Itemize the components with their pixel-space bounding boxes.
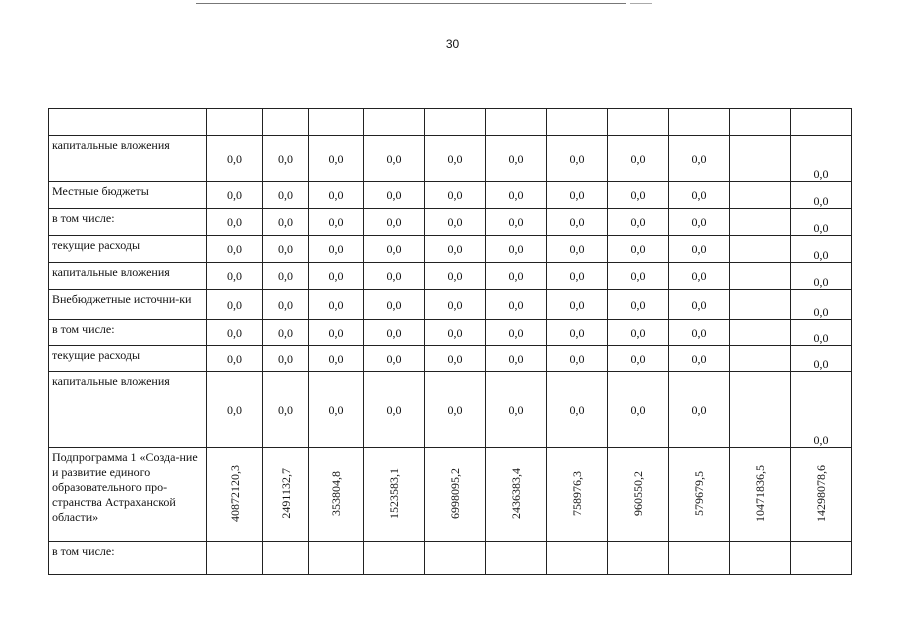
table-row <box>49 209 852 236</box>
value-cell: 0,0 <box>425 290 486 320</box>
value-cell: 0,0 <box>263 290 309 320</box>
value-cell <box>730 372 791 448</box>
value-cell: 0,0 <box>547 182 608 209</box>
value-cell: 0,0 <box>263 136 309 182</box>
subprogram-value-cell <box>608 448 669 542</box>
value-cell: 0,0 <box>207 209 263 236</box>
row-label: капитальные вложения <box>49 136 207 182</box>
value-cell: 0,0 <box>669 320 730 346</box>
value-cell: 0,0 <box>263 320 309 346</box>
table-row <box>49 320 852 346</box>
header-row <box>49 109 852 136</box>
value-cell <box>730 182 791 209</box>
value-cell <box>730 136 791 182</box>
value-cell: 0,0 <box>547 290 608 320</box>
value-cell: 0,0 <box>263 346 309 372</box>
value-cell: 0,0 <box>425 209 486 236</box>
value-cell: 0,0 <box>263 236 309 263</box>
header-cell <box>309 109 364 136</box>
value-cell: 0,0 <box>547 263 608 290</box>
value-cell: 0,0 <box>425 182 486 209</box>
value-cell: 0,0 <box>791 182 852 209</box>
value-cell: 0,0 <box>207 290 263 320</box>
table-row <box>49 263 852 290</box>
empty-cell <box>263 542 309 575</box>
value-cell: 0,0 <box>309 263 364 290</box>
row-label: в том числе: <box>49 320 207 346</box>
row-label: Внебюджетные источни-ки <box>49 290 207 320</box>
value-cell: 0,0 <box>608 263 669 290</box>
value-cell: 0,0 <box>425 346 486 372</box>
header-cell <box>547 109 608 136</box>
value-cell <box>730 263 791 290</box>
value-cell: 0,0 <box>791 236 852 263</box>
value-cell <box>730 209 791 236</box>
empty-cell <box>425 542 486 575</box>
value-cell: 0,0 <box>486 372 547 448</box>
subprogram-value-cell <box>730 448 791 542</box>
header-cell <box>263 109 309 136</box>
subprogram-value-cell <box>263 448 309 542</box>
vertical-value: 10471836,5 <box>753 464 767 522</box>
value-cell: 0,0 <box>309 290 364 320</box>
value-cell: 0,0 <box>791 346 852 372</box>
value-cell: 0,0 <box>263 209 309 236</box>
value-cell: 0,0 <box>309 236 364 263</box>
value-cell: 0,0 <box>791 263 852 290</box>
value-cell <box>730 320 791 346</box>
value-cell: 0,0 <box>425 372 486 448</box>
value-cell: 0,0 <box>207 346 263 372</box>
value-cell: 0,0 <box>309 136 364 182</box>
value-cell: 0,0 <box>608 320 669 346</box>
empty-cell <box>547 542 608 575</box>
value-cell: 0,0 <box>309 209 364 236</box>
value-cell: 0,0 <box>263 372 309 448</box>
vertical-value: 353804,8 <box>329 470 343 516</box>
value-cell: 0,0 <box>608 290 669 320</box>
value-cell: 0,0 <box>547 372 608 448</box>
header-cell <box>425 109 486 136</box>
value-cell: 0,0 <box>547 320 608 346</box>
value-cell: 0,0 <box>608 182 669 209</box>
value-cell: 0,0 <box>791 290 852 320</box>
subprogram-row <box>49 448 852 542</box>
value-cell: 0,0 <box>547 209 608 236</box>
subprogram-label: Подпрограмма 1 «Созда-ние и развитие единого образовательного про-странства Астраханской области» <box>49 448 207 542</box>
value-cell: 0,0 <box>309 346 364 372</box>
row-label: текущие расходы <box>49 236 207 263</box>
value-cell: 0,0 <box>364 182 425 209</box>
value-cell: 0,0 <box>608 372 669 448</box>
value-cell <box>730 346 791 372</box>
header-cell <box>364 109 425 136</box>
empty-cell <box>730 542 791 575</box>
value-cell: 0,0 <box>364 263 425 290</box>
value-cell: 0,0 <box>608 209 669 236</box>
header-cell <box>207 109 263 136</box>
value-cell: 0,0 <box>207 320 263 346</box>
vertical-value: 40872120,3 <box>227 464 242 522</box>
header-cell <box>791 109 852 136</box>
empty-cell <box>207 542 263 575</box>
value-cell: 0,0 <box>309 320 364 346</box>
value-cell: 0,0 <box>486 209 547 236</box>
value-cell: 0,0 <box>486 236 547 263</box>
subprogram-value-cell <box>364 448 425 542</box>
value-cell: 0,0 <box>263 263 309 290</box>
table-row <box>49 542 852 575</box>
vertical-value: 2436383,4 <box>509 467 523 519</box>
value-cell: 0,0 <box>608 236 669 263</box>
table-row <box>49 182 852 209</box>
header-cell <box>669 109 730 136</box>
value-cell: 0,0 <box>486 346 547 372</box>
value-cell: 0,0 <box>364 209 425 236</box>
value-cell: 0,0 <box>425 236 486 263</box>
value-cell: 0,0 <box>669 136 730 182</box>
subprogram-value-cell <box>309 448 364 542</box>
value-cell: 0,0 <box>486 182 547 209</box>
value-cell: 0,0 <box>486 136 547 182</box>
value-cell: 0,0 <box>425 136 486 182</box>
value-cell: 0,0 <box>547 346 608 372</box>
vertical-value: 960550,2 <box>631 470 645 516</box>
value-cell: 0,0 <box>207 236 263 263</box>
value-cell: 0,0 <box>364 290 425 320</box>
header-cell <box>608 109 669 136</box>
subprogram-value-cell <box>547 448 608 542</box>
vertical-value: 14298078,6 <box>814 464 828 522</box>
value-cell: 0,0 <box>486 320 547 346</box>
subprogram-value-cell <box>791 448 852 542</box>
value-cell: 0,0 <box>364 372 425 448</box>
value-cell: 0,0 <box>669 372 730 448</box>
vertical-value: 579679,5 <box>692 470 706 516</box>
vertical-value: 1523583,1 <box>387 467 401 519</box>
budget-table <box>48 108 852 575</box>
value-cell <box>730 236 791 263</box>
value-cell: 0,0 <box>309 372 364 448</box>
header-cell <box>49 109 207 136</box>
table-row <box>49 290 852 320</box>
value-cell: 0,0 <box>486 263 547 290</box>
value-cell: 0,0 <box>364 236 425 263</box>
header-cell <box>486 109 547 136</box>
vertical-value: 758976,3 <box>570 470 584 516</box>
top-rule <box>196 3 626 4</box>
value-cell: 0,0 <box>207 263 263 290</box>
value-cell: 0,0 <box>547 236 608 263</box>
value-cell: 0,0 <box>309 182 364 209</box>
top-rule-fragment <box>630 3 652 4</box>
empty-cell <box>309 542 364 575</box>
value-cell: 0,0 <box>669 236 730 263</box>
value-cell: 0,0 <box>263 182 309 209</box>
value-cell: 0,0 <box>364 320 425 346</box>
value-cell: 0,0 <box>669 209 730 236</box>
value-cell: 0,0 <box>207 182 263 209</box>
row-label: Местные бюджеты <box>49 182 207 209</box>
value-cell: 0,0 <box>608 136 669 182</box>
value-cell: 0,0 <box>425 320 486 346</box>
value-cell: 0,0 <box>669 263 730 290</box>
value-cell: 0,0 <box>791 320 852 346</box>
value-cell <box>730 290 791 320</box>
value-cell: 0,0 <box>791 209 852 236</box>
value-cell: 0,0 <box>791 372 852 448</box>
value-cell: 0,0 <box>669 182 730 209</box>
value-cell: 0,0 <box>791 136 852 182</box>
vertical-value: 6998095,2 <box>448 467 462 519</box>
row-label: текущие расходы <box>49 346 207 372</box>
value-cell: 0,0 <box>207 136 263 182</box>
empty-cell <box>486 542 547 575</box>
row-label: в том числе: <box>49 542 207 575</box>
empty-cell <box>669 542 730 575</box>
value-cell: 0,0 <box>207 372 263 448</box>
subprogram-value-cell <box>669 448 730 542</box>
value-cell: 0,0 <box>364 136 425 182</box>
table-row <box>49 346 852 372</box>
row-label: в том числе: <box>49 209 207 236</box>
value-cell: 0,0 <box>608 346 669 372</box>
page-number: 30 <box>445 37 460 51</box>
row-label: капитальные вложения <box>49 372 207 448</box>
value-cell: 0,0 <box>364 346 425 372</box>
value-cell: 0,0 <box>669 346 730 372</box>
header-cell <box>730 109 791 136</box>
value-cell: 0,0 <box>669 290 730 320</box>
value-cell: 0,0 <box>425 263 486 290</box>
empty-cell <box>364 542 425 575</box>
empty-cell <box>791 542 852 575</box>
subprogram-value-cell <box>207 448 263 542</box>
value-cell: 0,0 <box>486 290 547 320</box>
row-label: капитальные вложения <box>49 263 207 290</box>
value-cell: 0,0 <box>547 136 608 182</box>
table-row <box>49 372 852 448</box>
subprogram-value-cell <box>486 448 547 542</box>
table-row <box>49 236 852 263</box>
table-row <box>49 136 852 182</box>
subprogram-value-cell <box>425 448 486 542</box>
empty-cell <box>608 542 669 575</box>
vertical-value: 2491132,7 <box>278 467 293 519</box>
